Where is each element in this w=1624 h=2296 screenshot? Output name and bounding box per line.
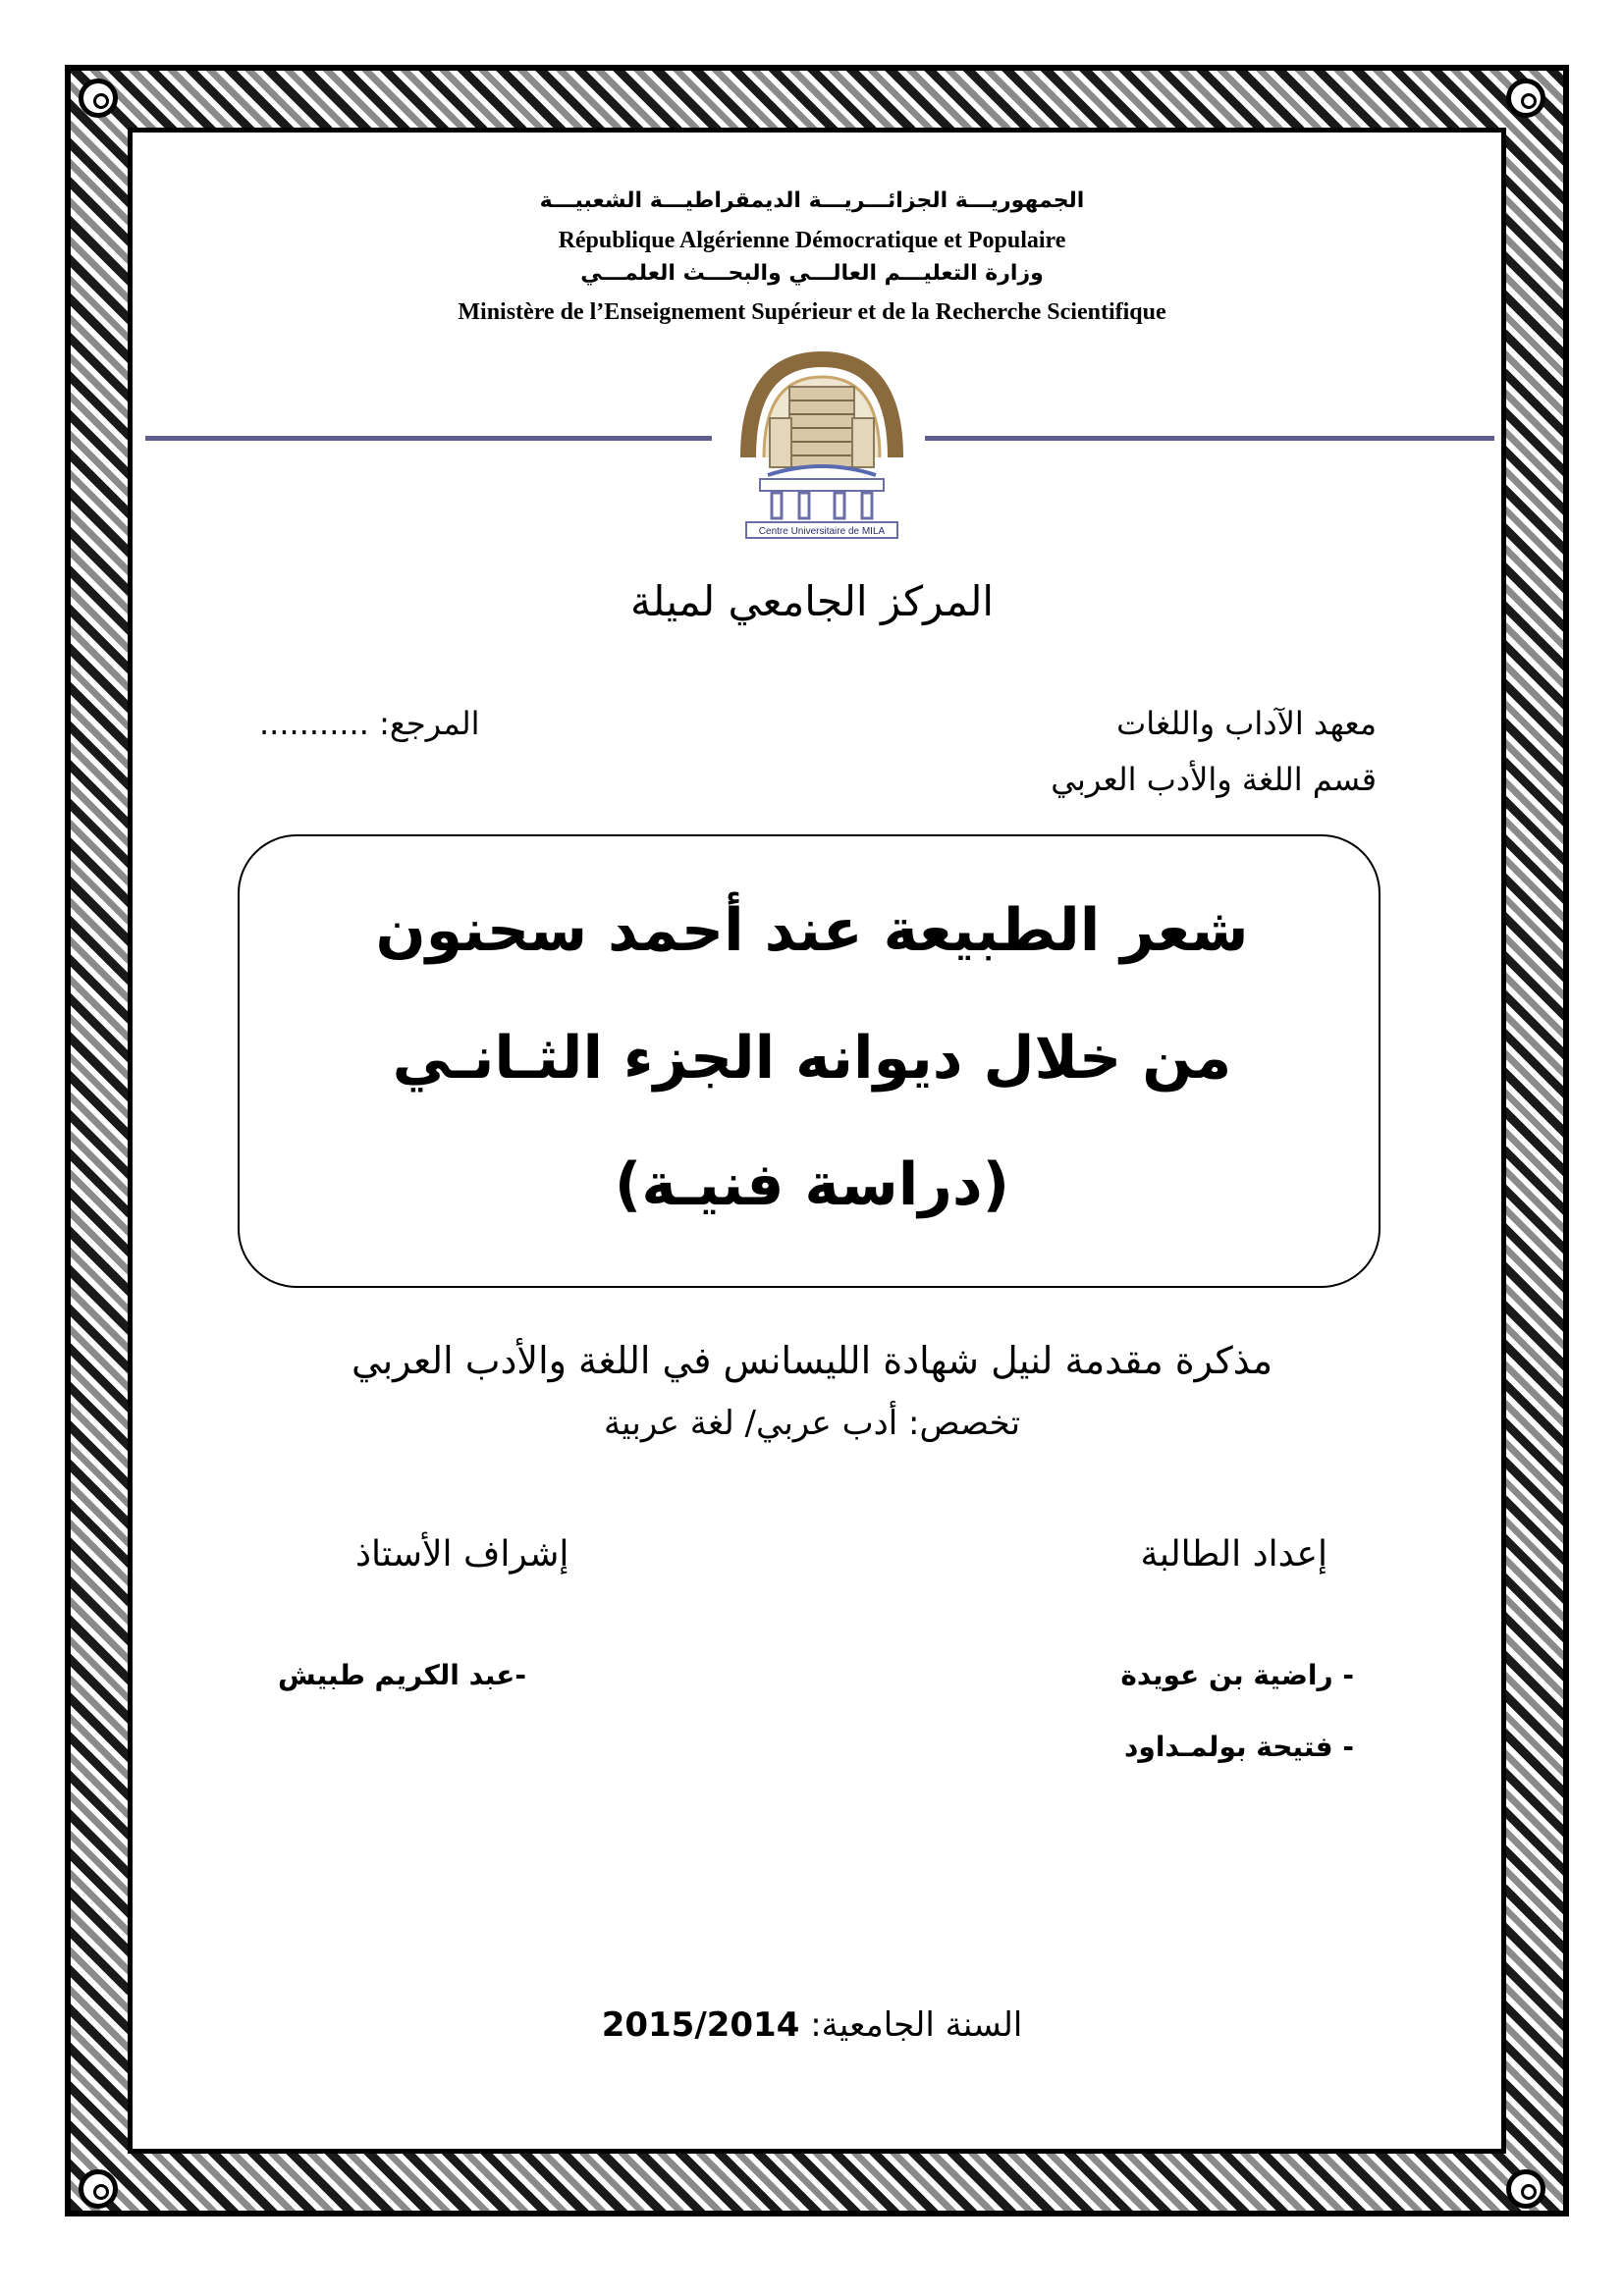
thesis-title-line-2: من خلال ديوانه الجزء الثـانـي [392, 1024, 1232, 1093]
thesis-title-line-3: (دراسة فنيـة) [614, 1150, 1010, 1219]
thesis-statement: مذكرة مقدمة لنيل شهادة الليسانس في اللغة والأدب العربي [351, 1339, 1273, 1382]
supervisor-label: إشراف الأستاذ [355, 1534, 569, 1575]
corner-ornament-icon [79, 2169, 118, 2209]
department-name: قسم اللغة والأدب العربي [1051, 761, 1377, 798]
corner-ornament-icon [1506, 79, 1545, 118]
student-name: - فتيحة بولمـداود [1124, 1731, 1354, 1763]
corner-ornament-icon [1506, 2169, 1545, 2209]
university-logo [729, 349, 915, 540]
prepared-by-label: إعداد الطالبة [1140, 1534, 1327, 1575]
academic-year-value: 2015/2014 [601, 2005, 800, 2045]
header-divider-right [925, 436, 1494, 441]
header-divider-left [145, 436, 712, 441]
specialty: تخصص: أدب عربي/ لغة عربية [603, 1404, 1021, 1443]
republic-name-french: République Algérienne Démocratique et Populaire [558, 228, 1066, 253]
institute-name: معهد الآداب واللغات [1116, 705, 1377, 742]
republic-name-arabic: الجمهوريـــة الجزائـــريـــة الديمقراطيـــة الشعبيـــة [539, 188, 1085, 213]
logo-caption: Centre Universitaire de MILA [758, 526, 886, 537]
academic-year [0, 2005, 1624, 2045]
academic-year-label: السنة الجامعية: [810, 2005, 1023, 2045]
university-building-emblem-icon [729, 349, 915, 540]
ministry-name-arabic: وزارة التعليـــم العالـــي والبحـــث العلمـــي [580, 261, 1044, 286]
thesis-title-line-1: شعر الطبيعة عند أحمد سحنون [375, 896, 1249, 965]
corner-ornament-icon [79, 79, 118, 118]
student-name: - راضية بن عويدة [1120, 1659, 1354, 1691]
reference-field: المرجع: ........... [259, 705, 480, 742]
supervisor-name: -عبد الكريم طبيش [278, 1659, 526, 1691]
university-center-name: المركز الجامعي لميلة [629, 577, 995, 625]
ministry-name-french: Ministère de l’Enseignement Supérieur et de la Recherche Scientifique [458, 299, 1166, 325]
